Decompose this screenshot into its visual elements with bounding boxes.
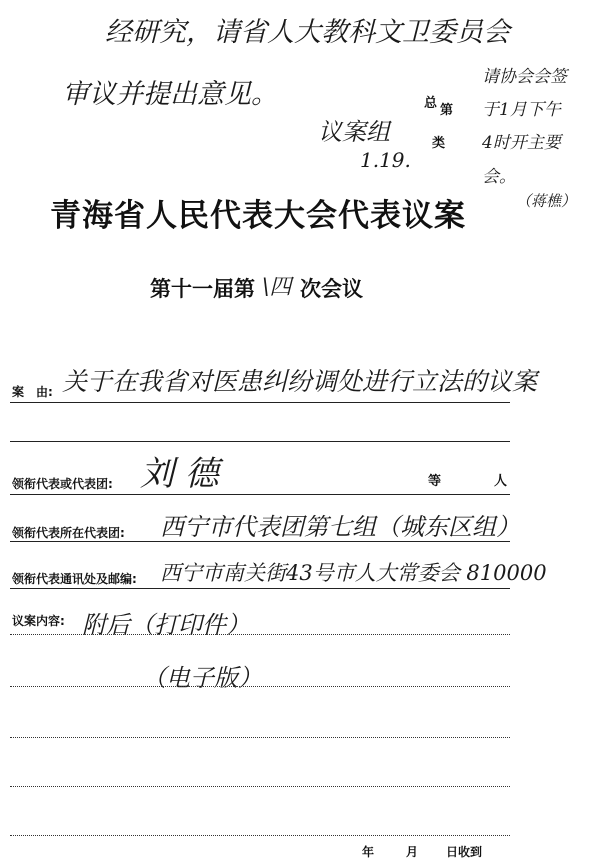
dotted-line	[10, 634, 510, 635]
label-zong: 总	[424, 96, 438, 111]
group-underline	[10, 541, 510, 542]
address-underline	[10, 588, 510, 589]
right-note-signature: （蒋樵）	[516, 192, 577, 210]
content-line-2: （电子版）	[142, 664, 262, 692]
session-suffix: 次会议	[300, 277, 363, 301]
session-number: \四	[262, 275, 292, 300]
address-label: 领衔代表通讯处及邮编:	[12, 572, 137, 586]
footer-year: 年	[362, 845, 375, 859]
right-note-line: 4时开主要	[482, 133, 561, 153]
address-value: 西宁市南关街43号市人大常委会 810000	[160, 561, 547, 585]
lead-label: 领衔代表或代表团:	[12, 477, 113, 491]
lead-underline	[10, 494, 510, 495]
group-value: 西宁市代表团第七组（城东区组）	[160, 513, 520, 541]
annotation-signoff: 议案组	[318, 118, 390, 146]
label-ren: 人	[494, 474, 508, 489]
annotation-date: 1.19.	[360, 148, 411, 172]
annotation-line-2: 审议并提出意见。	[62, 79, 278, 110]
case-underline	[10, 402, 510, 403]
session-prefix: 第十一届第	[150, 277, 255, 301]
right-note-line: 会。	[482, 167, 516, 187]
case-underline-2	[10, 441, 510, 442]
footer-month: 月	[406, 845, 419, 859]
case-value: 关于在我省对医患纠纷调处进行立法的议案	[62, 367, 538, 396]
content-label: 议案内容:	[12, 614, 65, 628]
document-title: 青海省人民代表大会代表议案	[50, 198, 466, 234]
label-di: 第	[440, 103, 454, 118]
dotted-line	[10, 737, 510, 738]
dotted-line	[10, 835, 510, 836]
right-note-line: 请协会会签	[482, 67, 567, 87]
dotted-line	[10, 686, 510, 687]
right-note-line: 于1月下午	[482, 100, 561, 120]
label-deng: 等	[428, 474, 442, 489]
case-label: 案 由:	[12, 385, 53, 399]
dotted-line	[10, 786, 510, 787]
label-lei: 类	[432, 136, 446, 151]
content-line-1: 附后（打印件）	[82, 611, 250, 639]
group-label: 领衔代表所在代表团:	[12, 526, 125, 540]
lead-value: 刘 德	[140, 454, 219, 494]
annotation-line-1: 经研究，请省人大教科文卫委员会	[105, 17, 510, 48]
footer-received: 日收到	[446, 845, 483, 859]
